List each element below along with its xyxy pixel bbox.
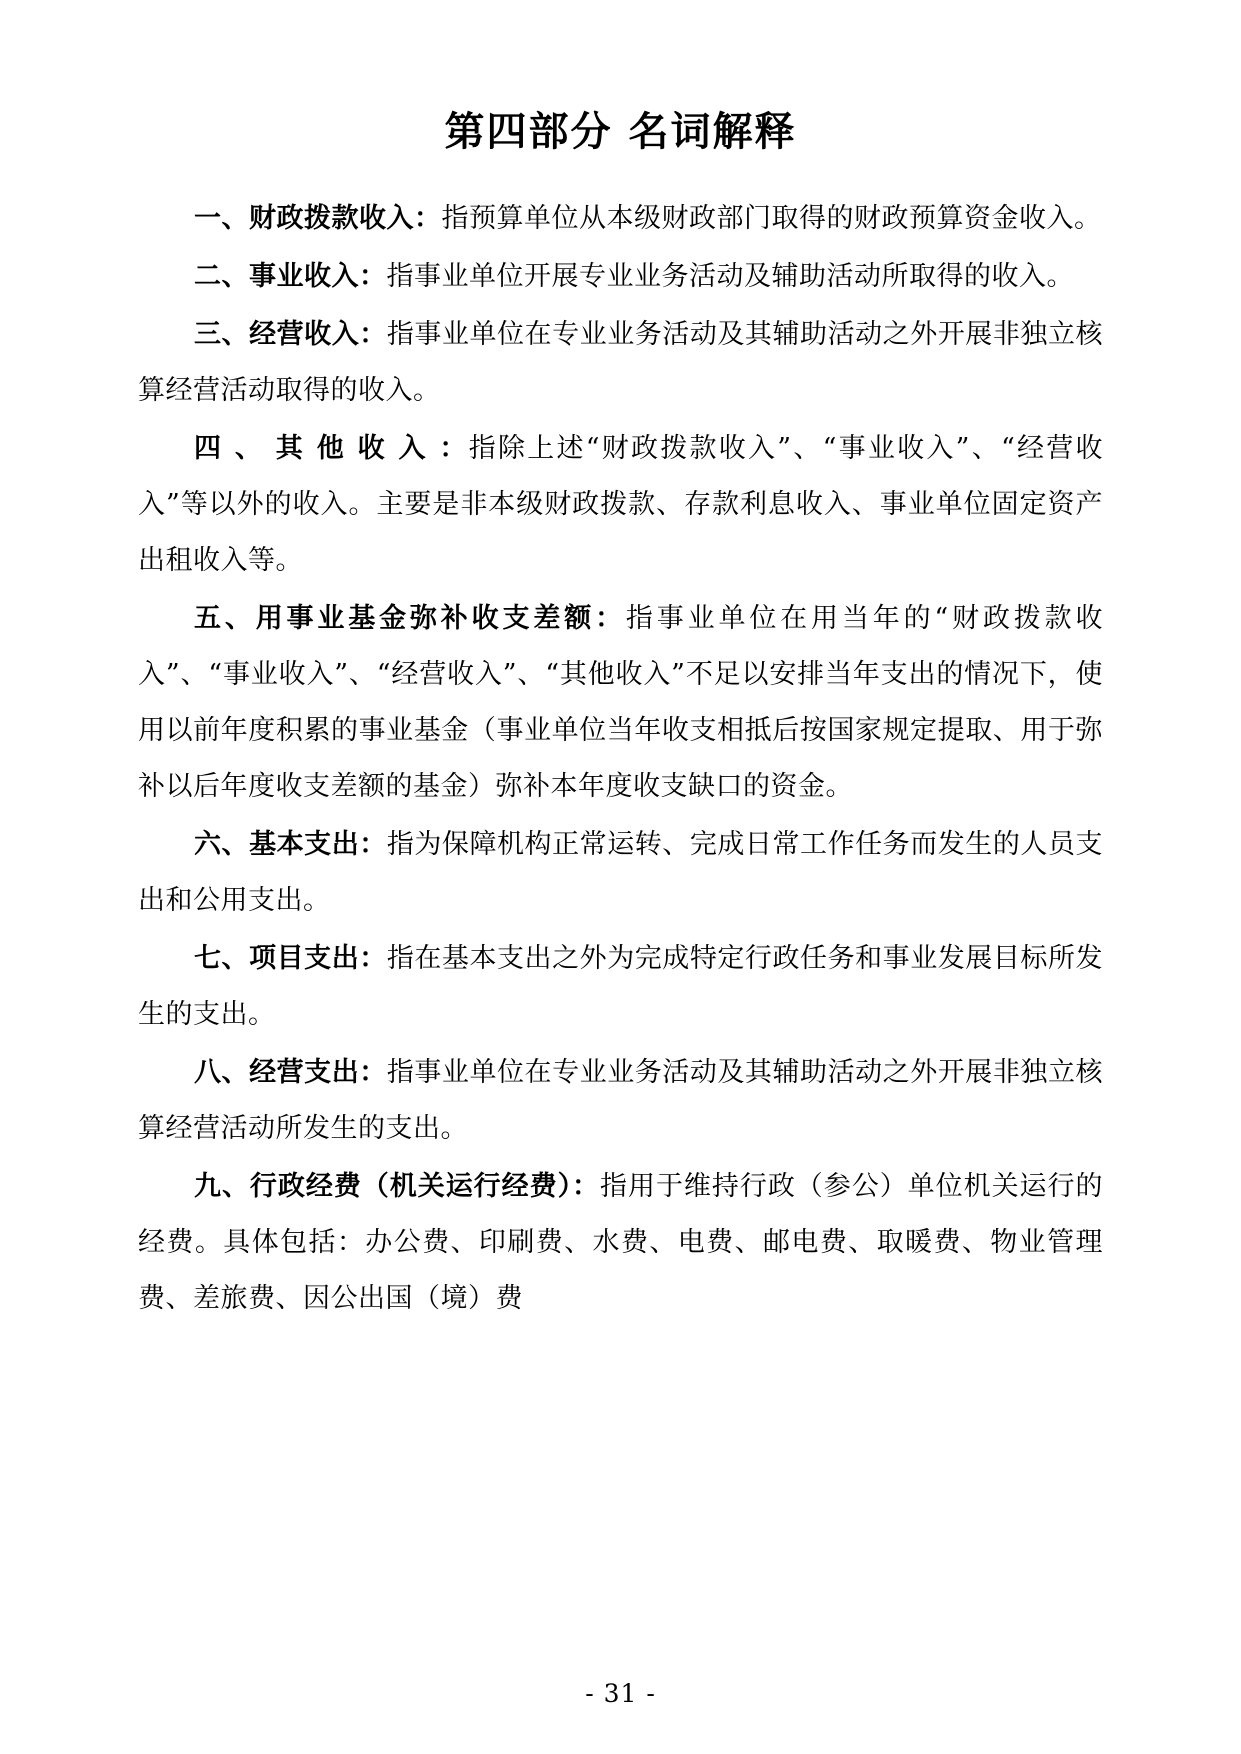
paragraph-7	[138, 931, 1103, 1043]
paragraph-9	[138, 1159, 1103, 1327]
document-body	[138, 191, 1103, 1327]
paragraph-3	[138, 307, 1103, 419]
paragraph-9-text: 指用于维持行政（参公）单位机关运行的经费。具体包括：办公费、印刷费、水费、电费、邮电费、取暖费、物业管理费、差旅费、因公出国（境）费	[138, 1171, 1103, 1314]
paragraph-5-term: 五、用事业基金弥补收支差额：	[194, 603, 626, 634]
paragraph-4	[138, 421, 1103, 589]
paragraph-7-term: 七、项目支出：	[194, 943, 387, 974]
paragraph-3-text: 指事业单位在专业业务活动及其辅助活动之外开展非独立核算经营活动取得的收入。	[138, 319, 1103, 406]
paragraph-4-term: 四 、 其 他 收 入 ：	[194, 433, 469, 464]
paragraph-8-term: 八、经营支出：	[194, 1057, 387, 1088]
page-title: 第四部分 名词解释	[444, 108, 797, 155]
paragraph-6	[138, 817, 1103, 929]
paragraph-5	[138, 591, 1103, 815]
paragraph-6-text: 指为保障机构正常运转、完成日常工作任务而发生的人员支出和公用支出。	[138, 829, 1103, 916]
paragraph-3-term: 三、经营收入：	[194, 319, 387, 350]
page-number: - 31 -	[585, 1679, 656, 1708]
paragraph-2	[138, 249, 1103, 305]
paragraph-8-text: 指事业单位在专业业务活动及其辅助活动之外开展非独立核算经营活动所发生的支出。	[138, 1057, 1103, 1144]
paragraph-2-text: 指事业单位开展专业业务活动及辅助活动所取得的收入。	[386, 261, 1074, 292]
paragraph-4-text: 指除上述“财政拨款收入”、“事业收入”、“经营收入”等以外的收入。主要是非本级财政拨款、存款利息收入、事业单位固定资产出租收入等。	[138, 433, 1104, 576]
paragraph-9-term: 九、行政经费（机关运行经费）：	[194, 1171, 601, 1202]
paragraph-5-text: 指事业单位在用当年的“财政拨款收入”、“事业收入”、“经营收入”、“其他收入”不足以安排当年支出的情况下，使用以前年度积累的事业基金（事业单位当年收支相抵后按国家规定提取、用于弥补以后年度收支差额的基金）弥补本年度收支缺口的资金。	[138, 603, 1103, 802]
paragraph-2-term: 二、事业收入：	[194, 261, 387, 292]
paragraph-1-term: 一、财政拨款收入：	[194, 203, 442, 234]
paragraph-8	[138, 1045, 1103, 1157]
paragraph-1	[138, 191, 1103, 247]
paragraph-7-text: 指在基本支出之外为完成特定行政任务和事业发展目标所发生的支出。	[138, 943, 1103, 1030]
paragraph-6-term: 六、基本支出：	[194, 829, 387, 860]
paragraph-1-text: 指预算单位从本级财政部门取得的财政预算资金收入。	[441, 203, 1102, 234]
